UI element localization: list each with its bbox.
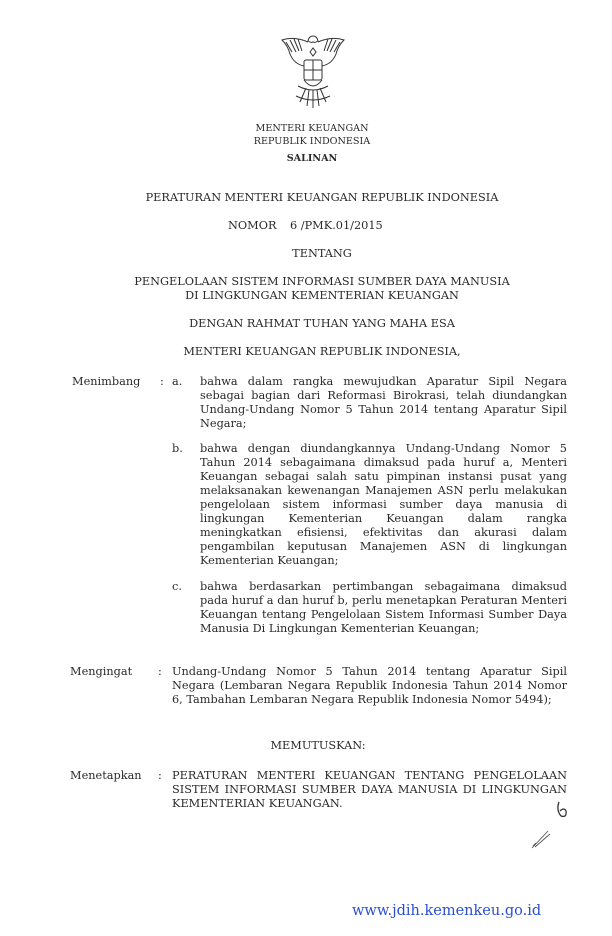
salinan-stamp: SALINAN <box>286 153 338 164</box>
menimbang-label: Menimbang <box>72 375 141 388</box>
jdih-website-link[interactable]: www.jdih.kemenkeu.go.id <box>352 903 542 919</box>
menetapkan-colon: : <box>158 769 162 782</box>
garuda-emblem <box>278 30 348 112</box>
menetapkan-label: Menetapkan <box>70 769 142 782</box>
letterhead-line1: MENTERI KEUANGAN <box>255 123 369 134</box>
mengingat-colon: : <box>158 665 162 678</box>
mengingat-label: Mengingat <box>70 665 133 678</box>
menetapkan-text: PERATURAN MENTERI KEUANGAN TENTANG PENGELOLAAN SISTEM INFORMASI SUMBER DAYA MANUSIA DI LINGKUNGAN KEMENTERIAN KEUANGAN. <box>172 769 567 810</box>
memutuskan: MEMUTUSKAN: <box>270 739 366 752</box>
paraf-initial-icon <box>555 800 569 820</box>
nomor-value: 6 /PMK.01/2015 <box>290 219 383 232</box>
issuer: MENTERI KEUANGAN REPUBLIK INDONESIA, <box>183 345 461 358</box>
nomor-label: NOMOR <box>228 219 277 232</box>
menimbang-item-a: bahwa dalam rangka mewujudkan Aparatur Sipil Negara sebagai bagian dari Reformasi Birokrasi, telah diundangkan Undang-Undang Nomor 5 Tahun 2014 tentang Aparatur Sipil Negara; <box>200 375 567 430</box>
menimbang-item-b: bahwa dengan diundangkannya Undang-Undang Nomor 5 Tahun 2014 sebagaimana dimaksud pada huruf a, Menteri Keuangan sebagai salah satu pimpinan instansi pusat yang melaksanakan kewenangan Manajemen ASN perlu melakukan pengelolaan sistem informasi sumber daya manusia di lingkungan Kementerian Keuangan dalam rangka meningkatkan efisiensi, efektivitas dan akurasi dalam pengambilan keputusan Manajemen ASN di lingkungan Kementerian Keuangan; <box>200 442 567 567</box>
item-marker-a: a. <box>172 375 183 388</box>
item-marker-c: c. <box>172 580 182 593</box>
blessing: DENGAN RAHMAT TUHAN YANG MAHA ESA <box>189 317 455 330</box>
menimbang-colon: : <box>160 375 164 388</box>
subject-line2: DI LINGKUNGAN KEMENTERIAN KEUANGAN <box>185 289 459 302</box>
item-marker-b: b. <box>172 442 183 455</box>
mengingat-text: Undang-Undang Nomor 5 Tahun 2014 tentang Aparatur Sipil Negara (Lembaran Negara Republik Indonesia Tahun 2014 Nomor 6, Tambahan Lembaran Negara Republik Indonesia Nomor 5494); <box>172 665 567 706</box>
letterhead-line2: REPUBLIK INDONESIA <box>253 136 371 147</box>
regulation-heading: PERATURAN MENTERI KEUANGAN REPUBLIK INDONESIA <box>145 191 499 204</box>
subject-line1: PENGELOLAAN SISTEM INFORMASI SUMBER DAYA MANUSIA <box>134 275 510 288</box>
signature-stroke-icon <box>530 828 552 850</box>
tentang: TENTANG <box>292 247 352 260</box>
menimbang-item-c: bahwa berdasarkan pertimbangan sebagaimana dimaksud pada huruf a dan huruf b, perlu menetapkan Peraturan Menteri Keuangan tentang Pengelolaan Sistem Informasi Sumber Daya Manusia Di Lingkungan Kementerian Keuangan; <box>200 580 567 635</box>
